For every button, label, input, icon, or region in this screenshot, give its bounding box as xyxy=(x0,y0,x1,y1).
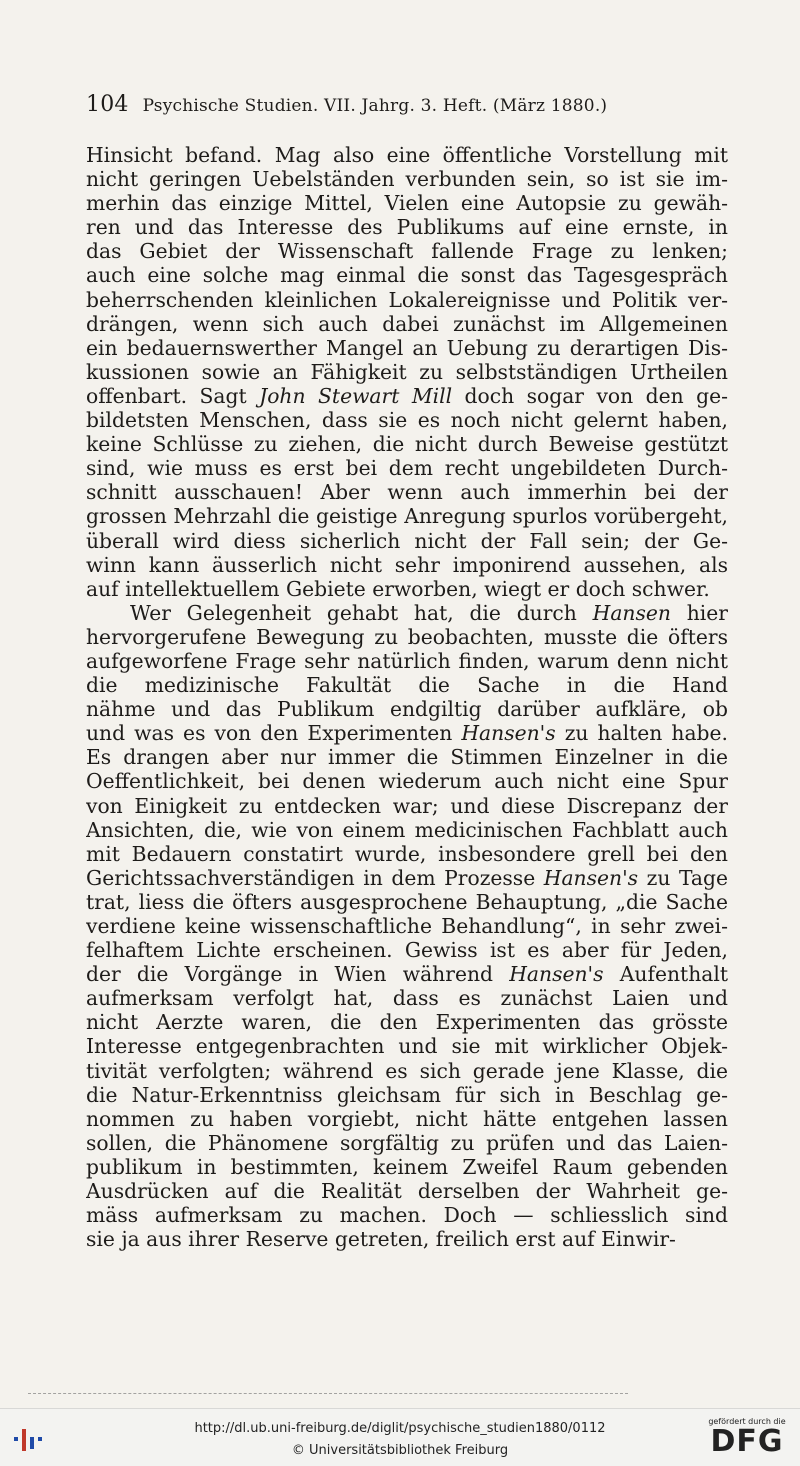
text-line xyxy=(86,986,728,1010)
page-bottom-marks xyxy=(28,1393,628,1396)
text-run: nicht Aerzte waren, die den Experimenten das grösste xyxy=(86,1010,728,1035)
text-line xyxy=(86,529,728,553)
text-line xyxy=(86,384,728,408)
text-line xyxy=(86,408,728,432)
text-line xyxy=(86,1131,728,1155)
text-run: Hinsicht befand. Mag also eine öffentliche Vorstellung mit xyxy=(86,143,728,167)
running-title: Psychische Studien. VII. Jahrg. 3. Heft. (März 1880.) xyxy=(142,96,608,116)
text-run: grossen Mehrzahl die geistige Anregung spurlos vorübergeht, xyxy=(86,504,728,529)
italic-name: John Stewart Mill xyxy=(259,383,453,408)
text-line xyxy=(86,504,728,528)
text-line xyxy=(86,360,728,384)
text-line xyxy=(86,842,728,866)
text-line xyxy=(86,263,728,287)
text-line xyxy=(86,215,728,239)
dfg-mark: DFG xyxy=(710,1424,784,1459)
text-run: sollen, die Phänomene sorgfältig zu prüfen und das Laien- xyxy=(86,1130,728,1155)
text-line xyxy=(86,143,728,167)
text-line xyxy=(86,866,728,890)
text-run: nicht geringen Uebelständen verbunden sein, so ist sie im- xyxy=(86,167,728,192)
text-run: beherrschenden kleinlichen Lokalereignisse und Politik ver- xyxy=(86,287,728,312)
text-run: doch sogar von den ge- xyxy=(452,383,728,408)
text-line xyxy=(86,625,728,649)
text-run: Gerichtssachverständigen in dem Prozesse xyxy=(86,865,544,890)
text-run: drängen, wenn sich auch dabei zunächst im Allgemeinen xyxy=(86,311,728,336)
text-line xyxy=(86,601,728,625)
text-run: Aufenthalt xyxy=(603,962,728,987)
italic-name: Hansen's xyxy=(509,962,604,987)
text-run: merhin das einzige Mittel, Vielen eine Autopsie zu gewäh- xyxy=(86,191,728,216)
text-line xyxy=(86,1010,728,1034)
text-line xyxy=(86,745,728,769)
dfg-logo xyxy=(704,1417,790,1458)
text-line xyxy=(86,1107,728,1131)
text-run: Interesse entgegenbrachten und sie mit wirklicher Objek- xyxy=(86,1034,728,1059)
text-line xyxy=(86,239,728,263)
text-line xyxy=(86,890,728,914)
text-run: das Gebiet der Wissenschaft fallende Frage zu lenken; xyxy=(86,239,728,264)
text-line xyxy=(86,1203,728,1227)
text-run: trat, liess die öfters ausgesprochene Behauptung, „die Sache xyxy=(86,889,728,914)
text-run: Ausdrücken auf die Realität derselben der Wahrheit ge- xyxy=(86,1179,728,1204)
text-line xyxy=(86,769,728,793)
text-run: sie ja aus ihrer Reserve getreten, freilich erst auf Einwir- xyxy=(86,1227,676,1252)
running-header xyxy=(86,92,726,117)
text-run: zu Tage xyxy=(638,865,728,890)
text-run: ren und das Interesse des Publikums auf eine ernste, in xyxy=(86,215,728,240)
text-run: publikum in bestimmten, keinem Zweifel Raum gebenden xyxy=(86,1154,728,1179)
text-line xyxy=(86,191,728,215)
text-line xyxy=(86,288,728,312)
text-run: zu halten habe. xyxy=(555,721,728,746)
text-line xyxy=(86,480,728,504)
text-line xyxy=(86,553,728,577)
text-run: felhaftem Lichte erscheinen. Gewiss ist es aber für Jeden, xyxy=(86,938,728,963)
viewer-footer xyxy=(0,1408,800,1466)
dfg-caption: gefördert durch die xyxy=(708,1417,786,1426)
text-run: der die Vorgänge in Wien während xyxy=(86,962,510,987)
text-line xyxy=(86,312,728,336)
text-line xyxy=(86,938,728,962)
text-run: auch eine solche mag einmal die sonst das Tagesgespräch xyxy=(86,263,728,288)
text-line xyxy=(86,649,728,673)
text-run: hier xyxy=(670,600,728,625)
text-run: aufmerksam verfolgt hat, dass es zunächst Laien und xyxy=(86,986,728,1011)
text-run: Wer Gelegenheit gehabt hat, die durch xyxy=(130,600,593,625)
text-line xyxy=(86,697,728,721)
source-url[interactable]: http://dl.ub.uni-freiburg.de/diglit/psychische_studien1880/0112 xyxy=(194,1421,606,1436)
text-line xyxy=(86,818,728,842)
text-run: Es drangen aber nur immer die Stimmen Einzelner in die xyxy=(86,745,728,770)
text-run: und was es von den Experimenten xyxy=(86,721,462,746)
text-run: überall wird diess sicherlich nicht der Fall sein; der Ge- xyxy=(86,528,728,553)
text-run: mäss aufmerksam zu machen. Doch — schliesslich sind xyxy=(86,1203,728,1228)
italic-name: Hansen's xyxy=(461,721,556,746)
text-run: die Natur-Erkenntniss gleichsam für sich in Beschlag ge- xyxy=(86,1082,728,1107)
italic-name: Hansen xyxy=(592,600,671,625)
text-line xyxy=(86,673,728,697)
text-line xyxy=(86,1179,728,1203)
text-line xyxy=(86,456,728,480)
text-line xyxy=(86,794,728,818)
text-run: bildetsten Menschen, dass sie es noch nicht gelernt haben, xyxy=(86,408,728,433)
text-run: Oeffentlichkeit, bei denen wiederum auch nicht eine Spur xyxy=(86,769,728,794)
text-run: von Einigkeit zu entdecken war; und diese Discrepanz der xyxy=(86,793,728,818)
text-run: sind, wie muss es erst bei dem recht ungebildeten Durch- xyxy=(86,456,728,481)
text-line xyxy=(86,167,728,191)
text-line xyxy=(86,721,728,745)
text-run: offenbart. Sagt xyxy=(86,383,260,408)
text-run: hervorgerufene Bewegung zu beobachten, musste die öfters xyxy=(86,624,728,649)
text-run: tivität verfolgten; während es sich gerade jene Klasse, die xyxy=(86,1058,728,1083)
text-run: Ansichten, die, wie von einem medicinischen Fachblatt auch xyxy=(86,817,728,842)
text-line xyxy=(86,1034,728,1058)
text-run: die medizinische Fakultät die Sache in die Hand xyxy=(86,673,728,698)
body-text xyxy=(86,143,728,1251)
text-line xyxy=(86,432,728,456)
text-line xyxy=(86,336,728,360)
text-line xyxy=(86,1083,728,1107)
text-line xyxy=(86,914,728,938)
text-run: keine Schlüsse zu ziehen, die nicht durch Beweise gestützt xyxy=(86,432,728,457)
text-line xyxy=(86,1155,728,1179)
copyright-notice: © Universitätsbibliothek Freiburg xyxy=(291,1443,509,1458)
text-line xyxy=(86,577,728,601)
page-number: 104 xyxy=(86,92,129,117)
text-line xyxy=(86,1227,728,1251)
italic-name: Hansen's xyxy=(543,865,639,890)
text-run: nommen zu haben vorgiebt, nicht hätte entgehen lassen xyxy=(86,1106,728,1131)
text-run: kussionen sowie an Fähigkeit zu selbstständigen Urtheilen xyxy=(86,359,728,384)
text-run: schnitt ausschauen! Aber wenn auch immerhin bei der xyxy=(86,480,728,505)
text-run: aufgeworfene Frage sehr natürlich finden, warum denn nicht xyxy=(86,648,728,673)
text-run: nähme und das Publikum endgiltig darüber aufkläre, ob xyxy=(86,697,728,722)
text-run: auf intellektuellem Gebiete erworben, wiegt er doch schwer. xyxy=(86,576,710,601)
text-run: winn kann äusserlich nicht sehr imponirend aussehen, als xyxy=(86,552,728,577)
text-run: mit Bedauern constatirt wurde, insbesondere grell bei den xyxy=(86,841,728,866)
text-run: ein bedauernswerther Mangel an Uebung zu derartigen Dis- xyxy=(86,335,728,360)
text-line xyxy=(86,962,728,986)
text-run: verdiene keine wissenschaftliche Behandlung“, in sehr zwei- xyxy=(86,914,728,938)
text-line xyxy=(86,1059,728,1083)
